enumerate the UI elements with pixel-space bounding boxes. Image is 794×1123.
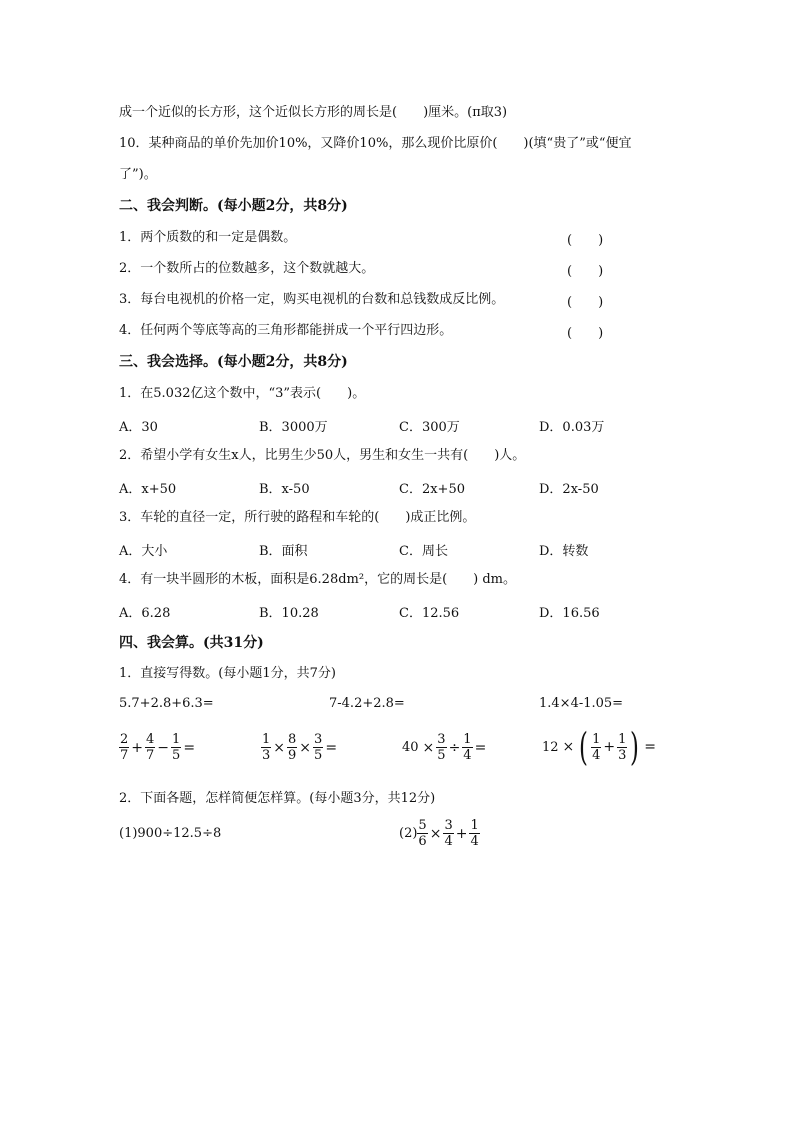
calc-expr-3: 1.4×4-1.05=: [539, 696, 624, 711]
section4-title: 四、我会算。(共31分): [119, 635, 264, 651]
calc-sub2-title: 2．下面各题，怎样简便怎样算。(每小题3分，共12分): [119, 791, 436, 806]
answer-paren-4[interactable]: ( ): [567, 326, 604, 341]
fraction: $\frac{1}{4}$: [470, 818, 479, 849]
choice-q4-opt-d[interactable]: D．16.56: [539, 606, 600, 621]
calc-expr-2: 7-4.2+2.8=: [329, 696, 405, 711]
q10-line2: 了”)。: [119, 167, 157, 182]
choice-q4-opt-a[interactable]: A．6.28: [119, 606, 171, 621]
calc-expr-4: $\frac{2}{7}$ + $\frac{4}{7}$ − $\frac{1}{5}$ =: [120, 732, 196, 763]
choice-q1-opt-a[interactable]: A．30: [119, 420, 158, 435]
choice-q2-opt-a[interactable]: A．x+50: [119, 482, 177, 497]
choice-q1-opt-b[interactable]: B．3000万: [259, 420, 328, 435]
fraction: $\frac{5}{6}$: [418, 818, 427, 849]
choice-q3-opt-b[interactable]: B．面积: [259, 544, 308, 559]
judge-item-3: 3．每台电视机的价格一定，购买电视机的台数和总钱数成反比例。: [119, 292, 505, 307]
answer-paren-2[interactable]: ( ): [567, 264, 604, 279]
choice-q4-opt-c[interactable]: C．12.56: [399, 606, 460, 621]
q10-line1: 10．某种商品的单价先加价10%，又降价10%，那么现价比原价( )(填“贵了”或“便宜: [119, 136, 632, 151]
calc-problem-2: (2) $\frac{5}{6}$ × $\frac{3}{4}$ + $\frac{1}{4}$: [399, 818, 479, 849]
calc-problem-1: (1)900÷12.5÷8: [119, 826, 222, 841]
fraction: $\frac{3}{5}$: [314, 732, 323, 763]
section3-title: 三、我会选择。(每小题2分，共8分): [119, 354, 348, 370]
fraction: $\frac{8}{9}$: [288, 732, 297, 763]
choice-q2-opt-c[interactable]: C．2x+50: [399, 482, 465, 497]
fraction: $\frac{1}{3}$: [262, 732, 271, 763]
judge-item-2: 2．一个数所占的位数越多，这个数就越大。: [119, 261, 375, 276]
choice-q3-stem: 3．车轮的直径一定，所行驶的路程和车轮的( )成正比例。: [119, 510, 476, 525]
fraction: $\frac{2}{7}$: [120, 732, 129, 763]
choice-q1-opt-d[interactable]: D．0.03万: [539, 420, 605, 435]
choice-q4-stem: 4．有一块半圆形的木板，面积是6.28dm²，它的周长是( ) dm。: [119, 572, 517, 587]
calc-expr-1: 5.7+2.8+6.3=: [119, 696, 214, 711]
calc-expr-7: 12 × ( $\frac{1}{4}$ + $\frac{1}{3}$ ) =: [542, 725, 656, 769]
answer-paren-1[interactable]: ( ): [567, 233, 604, 248]
choice-q3-opt-d[interactable]: D．转数: [539, 544, 589, 559]
fraction: $\frac{4}{7}$: [146, 732, 155, 763]
fraction: $\frac{3}{5}$: [437, 732, 446, 763]
fraction: $\frac{1}{4}$: [592, 731, 601, 763]
fraction: $\frac{3}{4}$: [444, 818, 453, 849]
answer-paren-3[interactable]: ( ): [567, 295, 604, 310]
fraction: $\frac{1}{4}$: [463, 732, 472, 763]
calc-expr-6: 40 × $\frac{3}{5}$ ÷ $\frac{1}{4}$ =: [402, 732, 487, 763]
fraction: $\frac{1}{5}$: [172, 732, 181, 763]
calc-expr-5: $\frac{1}{3}$ × $\frac{8}{9}$ × $\frac{3}{5}$ =: [262, 732, 338, 763]
judge-item-1: 1．两个质数的和一定是偶数。: [119, 230, 297, 245]
choice-q4-opt-b[interactable]: B．10.28: [259, 606, 319, 621]
choice-q1-opt-c[interactable]: C．300万: [399, 420, 460, 435]
calc-sub1-title: 1．直接写得数。(每小题1分，共7分): [119, 666, 336, 681]
judge-item-4: 4．任何两个等底等高的三角形都能拼成一个平行四边形。: [119, 323, 453, 338]
section2-title: 二、我会判断。(每小题2分，共8分): [119, 198, 348, 214]
fraction: $\frac{1}{3}$: [618, 731, 627, 763]
q9-continuation: 成一个近似的长方形，这个近似长方形的周长是( )厘米。(π取3): [119, 105, 508, 120]
choice-q2-opt-b[interactable]: B．x-50: [259, 482, 310, 497]
choice-q3-opt-a[interactable]: A．大小: [119, 544, 168, 559]
choice-q3-opt-c[interactable]: C．周长: [399, 544, 448, 559]
choice-q2-stem: 2．希望小学有女生x人，比男生少50人，男生和女生一共有( )人。: [119, 448, 526, 463]
choice-q2-opt-d[interactable]: D．2x-50: [539, 482, 599, 497]
choice-q1-stem: 1．在5.032亿这个数中，“3”表示( )。: [119, 386, 366, 401]
